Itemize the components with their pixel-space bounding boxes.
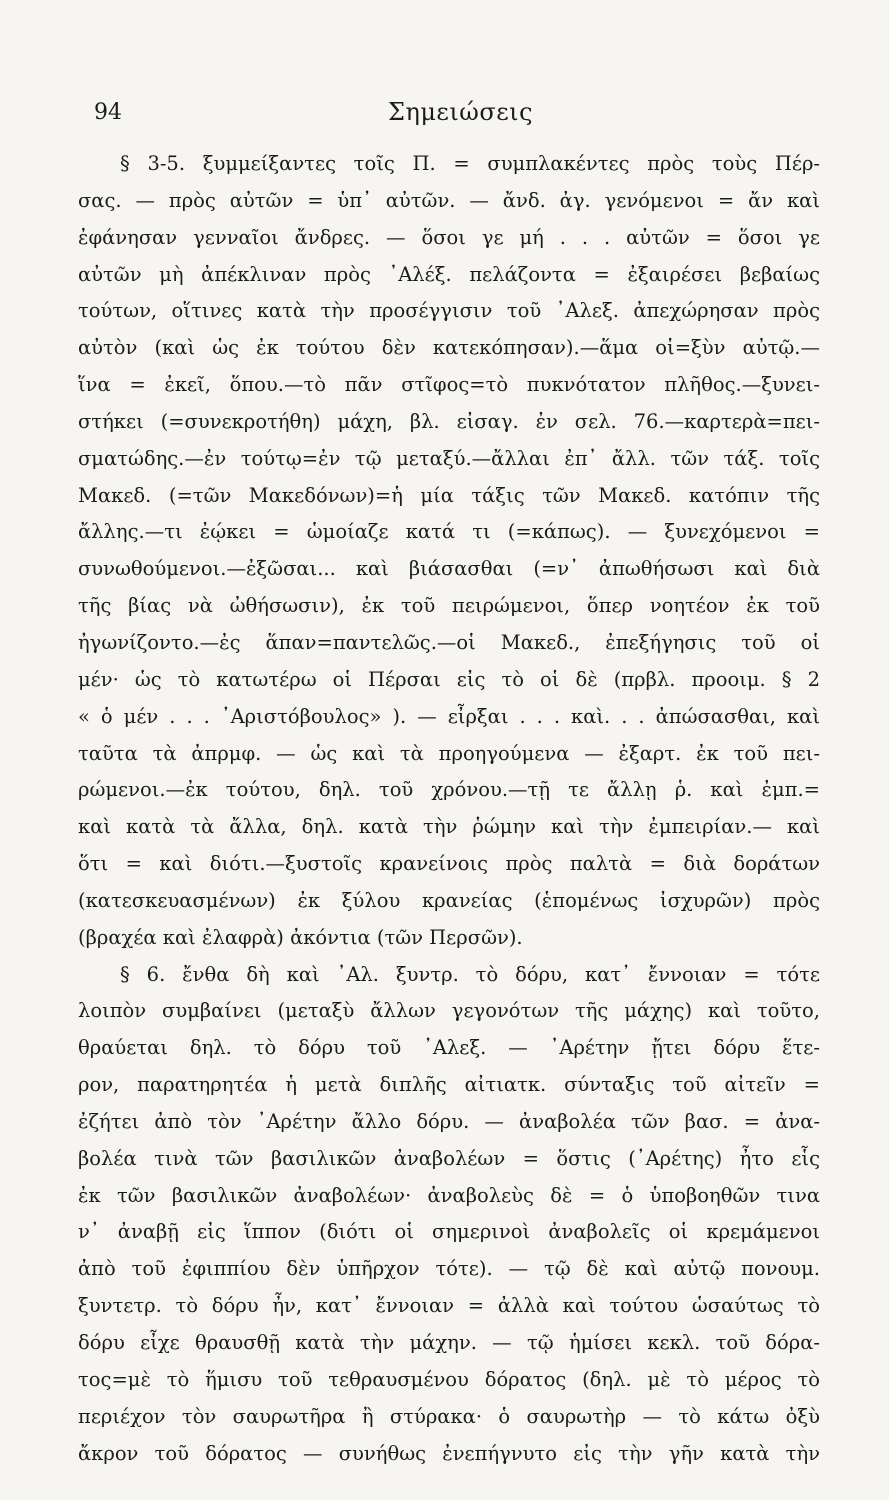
text-line: τούτων, οἵτινες κατὰ τὴν προσέγγισιν τοῦ ᾽Αλεξ. ἀπεχώρησαν πρὸς xyxy=(78,299,820,323)
text-line: ὅτι = καὶ διότι.—ξυστοῖς κρανείνοις πρὸς παλτὰ = διὰ δοράτων xyxy=(78,852,820,876)
text-line: (κατεσκευασμένων) ἐκ ξύλου κρανείας (ἑπομένως ἰσχυρῶν) πρὸς xyxy=(78,888,820,912)
text-line: περιέχον τὸν σαυρωτῆρα ἢ στύρακα· ὁ σαυρωτὴρ — τὸ κάτω ὀξὺ xyxy=(78,1404,820,1428)
notes-body xyxy=(78,146,820,1472)
text-line: ρώμενοι.—ἐκ τούτου, δηλ. τοῦ χρόνου.—τῇ τε ἄλλῃ ῥ. καὶ ἐμπ.= xyxy=(78,778,820,802)
text-line: (βραχέα καὶ ἐλαφρὰ) ἀκόντια (τῶν Περσῶν). xyxy=(78,925,523,949)
text-line: § 3-5. ξυμμείξαντες τοῖς Π. = συμπλακέντες πρὸς τοὺς Πέρ- xyxy=(120,152,820,175)
text-line: σας. — πρὸς αὐτῶν = ὑπ᾿ αὐτῶν. — ἄνδ. ἀγ. γενόμενοι = ἄν καὶ xyxy=(78,188,820,212)
text-line: ἐκ τῶν βασιλικῶν ἀναβολέων· ἀναβολεὺς δὲ = ὁ ὑποβοηθῶν τινα xyxy=(78,1183,820,1207)
text-line: αὐτὸν (καὶ ὡς ἐκ τούτου δὲν κατεκόπησαν).—ἅμα οἱ=ξὺν αὐτῷ.— xyxy=(78,336,820,360)
text-line: στήκει (=συνεκροτήθη) μάχη, βλ. εἰσαγ. ἐν σελ. 76.—καρτερὰ=πει- xyxy=(78,409,820,433)
text-line: τῆς βίας νὰ ὠθήσωσιν), ἐκ τοῦ πειρώμενοι, ὅπερ νοητέον ἐκ τοῦ xyxy=(78,594,820,618)
text-line: ν᾿ ἀναβῇ εἰς ἵππον (διότι οἱ σημερινοὶ ἀναβολεῖς οἱ κρεμάμενοι xyxy=(78,1220,820,1244)
text-line: ρον, παρατηρητέα ἡ μετὰ διπλῆς αἰτιατκ. σύνταξις τοῦ αἰτεῖν = xyxy=(78,1073,820,1097)
text-line: δόρυ εἶχε θραυσθῇ κατὰ τὴν μάχην. — τῷ ἡμίσει κεκλ. τοῦ δόρα- xyxy=(78,1331,820,1354)
text-line: μέν· ὡς τὸ κατωτέρω οἱ Πέρσαι εἰς τὸ οἱ δὲ (πρβλ. προοιμ. § 2 xyxy=(78,667,820,691)
text-line: σματώδης.—ἐν τούτῳ=ἐν τῷ μεταξύ.—ἄλλαι ἐπ᾿ ἄλλ. τῶν τάξ. τοῖς xyxy=(78,446,820,470)
page-title: Σημειώσεις xyxy=(387,98,534,126)
text-line: § 6. ἔνθα δὴ καὶ ᾽Αλ. ξυντρ. τὸ δόρυ, κατ᾿ ἔννοιαν = τότε xyxy=(120,962,820,986)
text-line: ἐζήτει ἀπὸ τὸν ᾽Αρέτην ἄλλο δόρυ. — ἀναβολέα τῶν βασ. = ἀνα- xyxy=(78,1109,820,1133)
text-line: λοιπὸν συμβαίνει (μεταξὺ ἄλλων γεγονότων τῆς μάχης) καὶ τοῦτο, xyxy=(78,999,820,1023)
note-paragraph-section-6 xyxy=(78,957,820,1473)
text-line: ταῦτα τὰ ἀπρμφ. — ὡς καὶ τὰ προηγούμενα — ἐξαρτ. ἐκ τοῦ πει- xyxy=(78,741,820,765)
text-line: ἄκρον τοῦ δόρατος — συνήθως ἐνεπήγνυτο εἰς τὴν γῆν κατὰ τὴν xyxy=(78,1441,820,1465)
text-line: « ὁ μέν . . . ᾽Αριστόβουλος» ). — εἶρξαι . . . καὶ. . . ἀπώσασθαι, καὶ xyxy=(78,704,820,728)
running-head xyxy=(88,96,833,132)
page-number: 94 xyxy=(94,100,122,125)
text-line: ἵνα = ἐκεῖ, ὅπου.—τὸ πᾶν στῖφος=τὸ πυκνότατον πλῆθος.—ξυνει- xyxy=(78,373,820,397)
text-line: ἀπὸ τοῦ ἐφιππίου δὲν ὑπῆρχον τότε). — τῷ δὲ καὶ αὐτῷ πονουμ. xyxy=(78,1257,820,1281)
text-line: ἄλλης.—τι ἐῴκει = ὡμοίαζε κατά τι (=κάπως). — ξυνεχόμενοι = xyxy=(78,520,820,544)
text-line: θραύεται δηλ. τὸ δόρυ τοῦ ᾽Αλεξ. — ᾽Αρέτην ᾔτει δόρυ ἕτε- xyxy=(78,1036,820,1060)
text-line: ἐφάνησαν γενναῖοι ἄνδρες. — ὅσοι γε μή . . . αὐτῶν = ὅσοι γε xyxy=(78,225,820,249)
text-line: Μακεδ. (=τῶν Μακεδόνων)=ἡ μία τάξις τῶν Μακεδ. κατόπιν τῆς xyxy=(78,483,820,507)
text-line: αὐτῶν μὴ ἀπέκλιναν πρὸς ᾽Αλέξ. πελάζοντα = ἐξαιρέσει βεβαίως xyxy=(78,262,820,286)
text-line: ἠγωνίζοντο.—ἐς ἅπαν=παντελῶς.—οἱ Μακεδ., ἐπεξήγησις τοῦ οἱ xyxy=(78,630,820,654)
text-line: ξυντετρ. τὸ δόρυ ἦν, κατ᾿ ἔννοιαν = ἀλλὰ καὶ τούτου ὡσαύτως τὸ xyxy=(78,1294,820,1318)
text-line: τος=μὲ τὸ ἥμισυ τοῦ τεθραυσμένου δόρατος (δηλ. μὲ τὸ μέρος τὸ xyxy=(78,1367,820,1391)
text-line: συνωθούμενοι.—ἐξῶσαι... καὶ βιάσασθαι (=ν᾿ ἀπωθήσωσι καὶ διὰ xyxy=(78,557,820,581)
text-line: βολέα τινὰ τῶν βασιλικῶν ἀναβολέων = ὅστις (᾽Αρέτης) ἦτο εἷς xyxy=(78,1146,820,1170)
text-line: καὶ κατὰ τὰ ἄλλα, δηλ. κατὰ τὴν ῥώμην καὶ τὴν ἐμπειρίαν.— καὶ xyxy=(78,815,820,839)
note-paragraph-section-3-5 xyxy=(78,146,820,957)
